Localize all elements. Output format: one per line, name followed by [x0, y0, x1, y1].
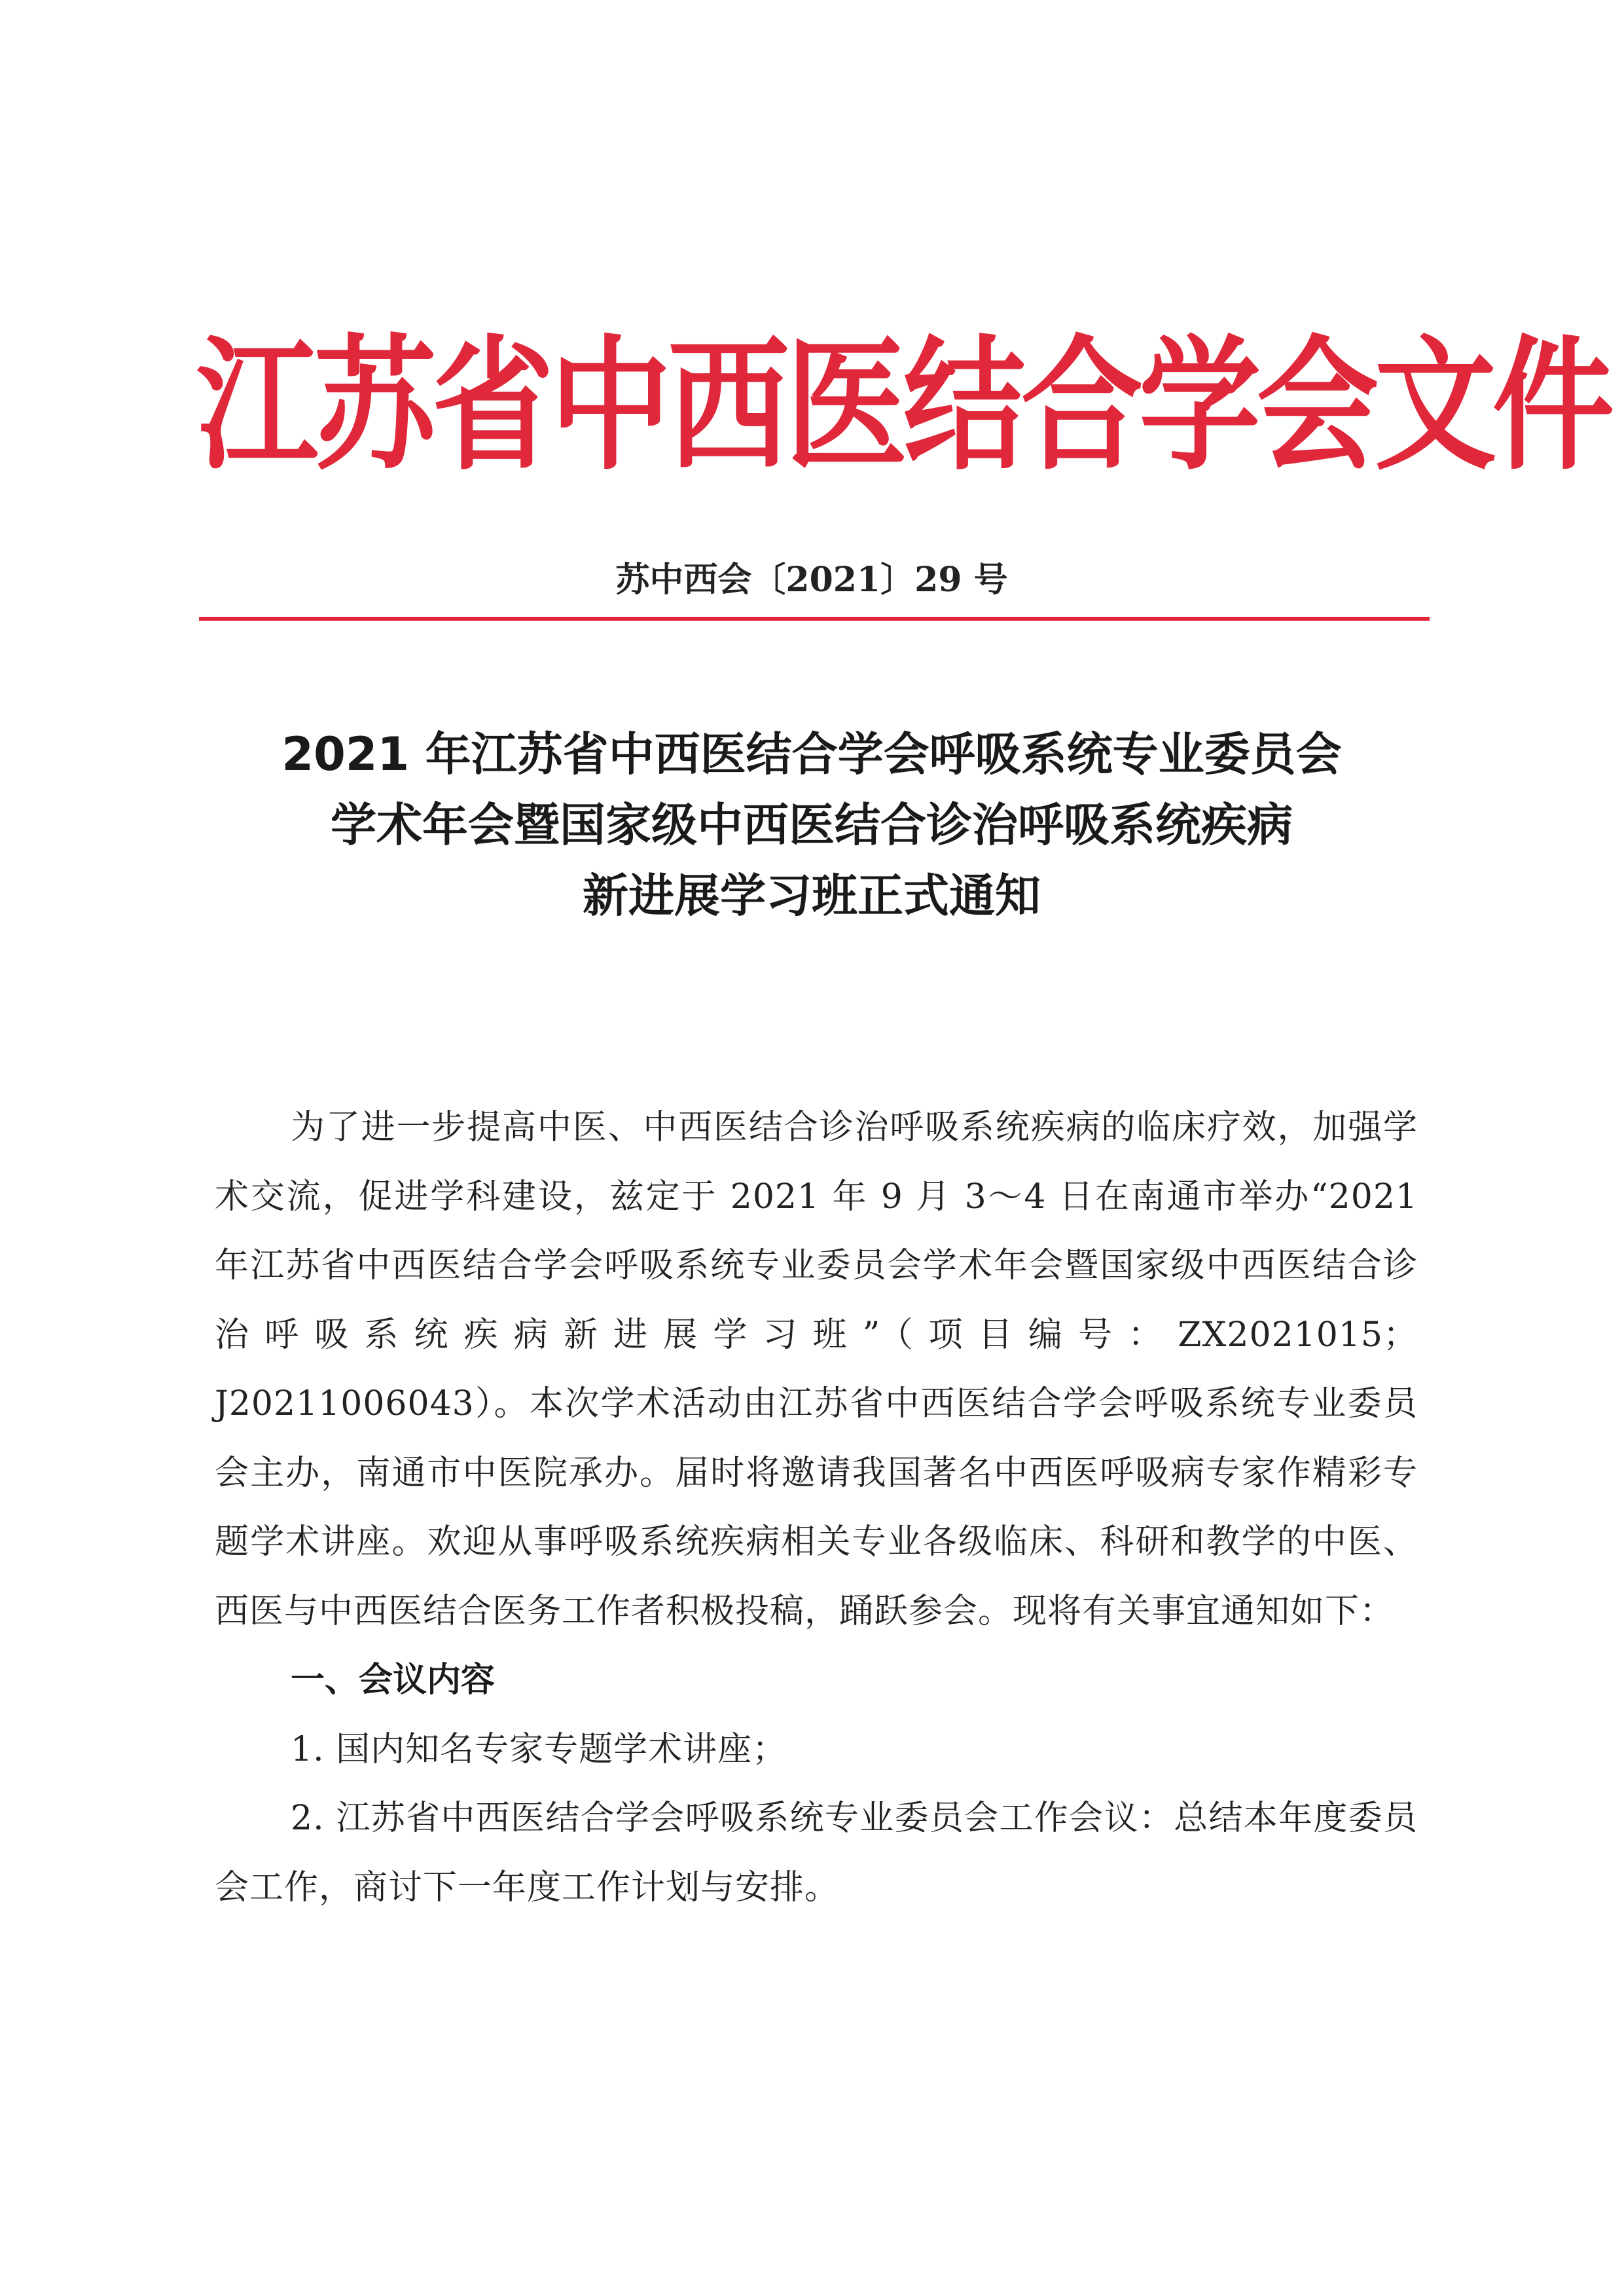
list-item: 1. 国内知名专家专题学术讲座；	[291, 1729, 787, 1769]
notice-title-line-3: 新进展学习班正式通知	[583, 869, 1041, 923]
section-heading-meeting-content: 一、会议内容	[291, 1660, 496, 1700]
masthead-title: 江苏省中西医结合学会文件	[196, 321, 1611, 490]
notice-title-line-1: 2021 年江苏省中西医结合学会呼吸系统专业委员会	[281, 727, 1342, 781]
intro-paragraph: 为了进一步提高中医、中西医结合诊治呼吸系统疾病的临床疗效，加强学术交流，促进学科建设，兹定于 2021 年 9 月 3～4 日在南通市举办“2021 年江苏省中西医结合学会呼吸系统专业委员会学术年会暨国家级中西医结合诊治呼吸系统疾病新进展学习班”（项目编号：ZX2021015；J20211006043）。本次学术活动由江苏省中西医结合学会呼吸系统专业委员会主办，南通市中医院承办。届时将邀请我国著名中西医呼吸病专家作精彩专题学术讲座。欢迎从事呼吸系统疾病相关专业各级临床、科研和教学的中医、西医与中西医结合医务工作者积极投稿，踊跃参会。现将有关事宜通知如下：	[215, 1108, 1418, 1631]
red-divider-rule	[199, 617, 1430, 621]
document-number: 苏中西会〔2021〕29 号	[615, 560, 1008, 600]
notice-body	[215, 1093, 1418, 1922]
notice-title-line-2: 学术年会暨国家级中西医结合诊治呼吸系统疾病	[331, 798, 1293, 852]
notice-title	[196, 719, 1427, 931]
list-item: 2. 江苏省中西医结合学会呼吸系统专业委员会工作会议：总结本年度委员会工作，商讨下一年度工作计划与安排。	[215, 1799, 1418, 1907]
